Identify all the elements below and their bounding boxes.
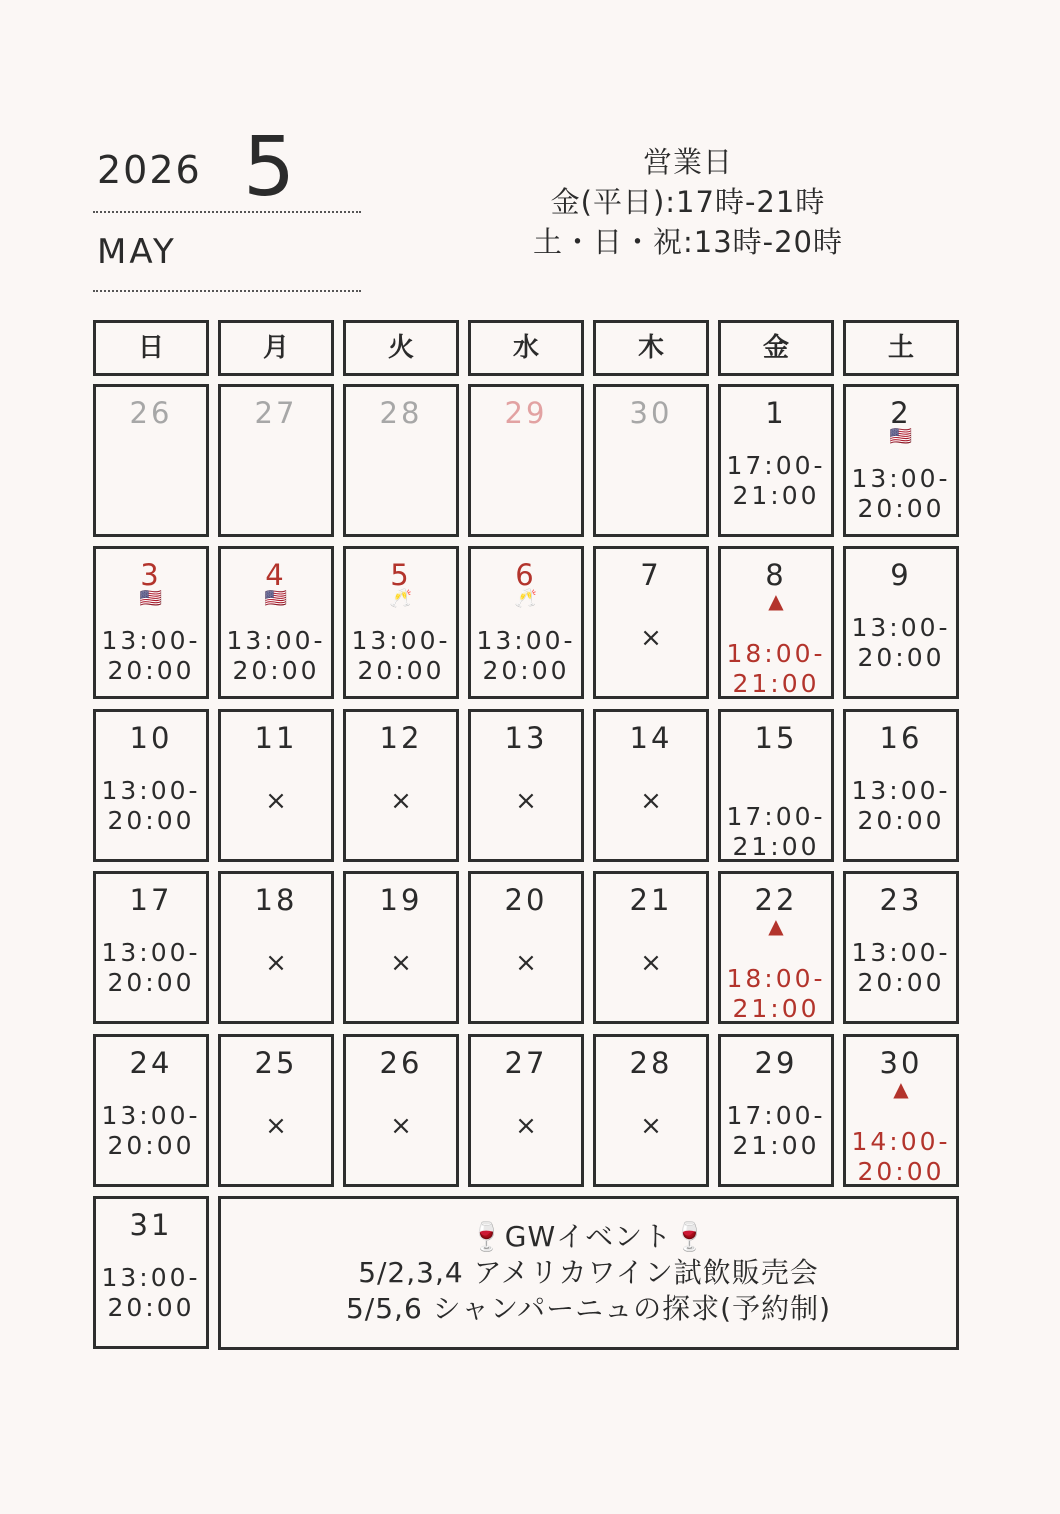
closed-mark: × [515, 1111, 537, 1141]
hours-line: 21:00 [732, 1131, 820, 1160]
day-number: 26 [379, 1046, 423, 1080]
day-number: 2 [890, 396, 912, 430]
day-cell [468, 1034, 584, 1187]
day-number: 31 [129, 1208, 173, 1242]
closed-mark: × [515, 948, 537, 978]
divider [93, 290, 361, 292]
day-cell [93, 871, 209, 1024]
hours-line: 21:00 [732, 669, 820, 698]
day-number: 28 [629, 1046, 673, 1080]
day-cell [468, 384, 584, 537]
hours-text [471, 626, 581, 686]
day-cell [843, 871, 959, 1024]
day-number: 21 [629, 883, 673, 917]
day-number: 3 [140, 558, 162, 592]
hours-line: 20:00 [857, 806, 945, 835]
day-number: 9 [890, 558, 912, 592]
day-cell [593, 1034, 709, 1187]
day-cell [218, 1034, 334, 1187]
day-number: 14 [629, 721, 673, 755]
day-cell [718, 384, 834, 537]
hours-line: 21:00 [732, 832, 820, 861]
day-number: 17 [129, 883, 173, 917]
closed-mark: × [640, 786, 662, 816]
day-number: 27 [504, 1046, 548, 1080]
hours-text [721, 639, 831, 699]
hours-text [96, 626, 206, 686]
day-number: 23 [879, 883, 923, 917]
hours-line: 18:00- [726, 964, 826, 993]
day-cell [718, 1034, 834, 1187]
day-number: 4 [265, 558, 287, 592]
closed-mark: × [390, 786, 412, 816]
day-cell [593, 871, 709, 1024]
hours-line: 13:00- [101, 938, 201, 967]
us-flag-icon: 🇺🇸 [889, 426, 913, 447]
divider [93, 211, 361, 213]
day-number: 12 [379, 721, 423, 755]
champagne-glasses-icon: 🥂 [514, 588, 538, 609]
closed-mark: × [390, 948, 412, 978]
gw-event-box [218, 1196, 959, 1350]
warning-triangle-icon: ▲ [893, 1077, 909, 1101]
day-cell [343, 871, 459, 1024]
day-number: 25 [254, 1046, 298, 1080]
day-cell [843, 546, 959, 699]
hours-text [721, 802, 831, 862]
day-cell [593, 709, 709, 862]
hours-line: 14:00- [851, 1127, 951, 1156]
day-number: 18 [254, 883, 298, 917]
year: 2026 [97, 148, 202, 192]
us-flag-icon: 🇺🇸 [264, 588, 288, 609]
day-number: 27 [254, 396, 298, 430]
hours-line: 20:00 [482, 656, 570, 685]
hours-line: 20:00 [107, 806, 195, 835]
day-cell [468, 871, 584, 1024]
hours-text [846, 464, 956, 524]
day-cell [93, 1196, 209, 1349]
hours-text [846, 613, 956, 673]
hours-text [96, 938, 206, 998]
day-cell [218, 709, 334, 862]
day-cell [218, 546, 334, 699]
day-cell [718, 546, 834, 699]
warning-triangle-icon: ▲ [768, 914, 784, 938]
weekday-header: 水 [468, 320, 584, 376]
day-number: 24 [129, 1046, 173, 1080]
hours-text [846, 1127, 956, 1187]
day-cell [343, 546, 459, 699]
day-cell [718, 709, 834, 862]
day-number: 13 [504, 721, 548, 755]
business-hours [500, 142, 876, 262]
day-number: 15 [754, 721, 798, 755]
month-name: MAY [97, 232, 177, 272]
hours-text [96, 1101, 206, 1161]
day-cell [593, 546, 709, 699]
day-cell [93, 1034, 209, 1187]
day-number: 28 [379, 396, 423, 430]
hours-text [721, 1101, 831, 1161]
hours-line: 13:00- [476, 626, 576, 655]
hours-text [721, 964, 831, 1024]
business-hours-weekday: 金(平日):17時-21時 [550, 185, 826, 219]
month-number: 5 [243, 120, 296, 215]
business-hours-weekend: 土・日・祝:13時-20時 [532, 225, 844, 259]
day-number: 11 [254, 721, 298, 755]
day-number: 8 [765, 558, 787, 592]
hours-text [721, 451, 831, 511]
hours-line: 20:00 [857, 968, 945, 997]
day-number: 6 [515, 558, 537, 592]
day-cell [843, 1034, 959, 1187]
day-cell [93, 384, 209, 537]
closed-mark: × [265, 786, 287, 816]
hours-text [846, 938, 956, 998]
day-number: 19 [379, 883, 423, 917]
day-number: 26 [129, 396, 173, 430]
day-cell [468, 709, 584, 862]
hours-line: 17:00- [726, 802, 826, 831]
day-number: 30 [879, 1046, 923, 1080]
day-number: 16 [879, 721, 923, 755]
day-cell [218, 871, 334, 1024]
hours-line: 13:00- [101, 626, 201, 655]
hours-text [96, 1263, 206, 1323]
event-line: 5/5,6 シャンパーニュの探求(予約制) [345, 1292, 831, 1325]
hours-line: 20:00 [107, 968, 195, 997]
champagne-glasses-icon: 🥂 [389, 588, 413, 609]
weekday-header: 月 [218, 320, 334, 376]
hours-line: 13:00- [101, 1263, 201, 1292]
weekday-header: 日 [93, 320, 209, 376]
hours-line: 20:00 [357, 656, 445, 685]
weekday-header: 木 [593, 320, 709, 376]
closed-mark: × [640, 623, 662, 653]
day-cell [343, 709, 459, 862]
warning-triangle-icon: ▲ [768, 589, 784, 613]
day-cell [93, 546, 209, 699]
day-cell [843, 709, 959, 862]
weekday-header: 金 [718, 320, 834, 376]
day-number: 29 [504, 396, 548, 430]
hours-line: 13:00- [851, 613, 951, 642]
hours-text [346, 626, 456, 686]
day-number: 1 [765, 396, 787, 430]
hours-line: 13:00- [101, 1101, 201, 1130]
hours-line: 17:00- [726, 451, 826, 480]
hours-line: 21:00 [732, 481, 820, 510]
closed-mark: × [515, 786, 537, 816]
day-number: 29 [754, 1046, 798, 1080]
day-cell [843, 384, 959, 537]
closed-mark: × [640, 1111, 662, 1141]
hours-line: 20:00 [857, 494, 945, 523]
day-cell [468, 546, 584, 699]
closed-mark: × [265, 948, 287, 978]
day-cell [93, 709, 209, 862]
hours-line: 13:00- [351, 626, 451, 655]
hours-line: 13:00- [851, 464, 951, 493]
day-cell [218, 384, 334, 537]
business-hours-title: 営業日 [642, 145, 733, 179]
day-number: 30 [629, 396, 673, 430]
weekday-header: 火 [343, 320, 459, 376]
closed-mark: × [640, 948, 662, 978]
day-number: 22 [754, 883, 798, 917]
hours-line: 13:00- [851, 938, 951, 967]
hours-line: 13:00- [851, 776, 951, 805]
hours-line: 17:00- [726, 1101, 826, 1130]
hours-text [221, 626, 331, 686]
day-cell [593, 384, 709, 537]
hours-line: 13:00- [226, 626, 326, 655]
hours-line: 20:00 [857, 1157, 945, 1186]
us-flag-icon: 🇺🇸 [139, 588, 163, 609]
day-cell [343, 384, 459, 537]
closed-mark: × [390, 1111, 412, 1141]
hours-line: 20:00 [232, 656, 320, 685]
day-number: 20 [504, 883, 548, 917]
day-cell [718, 871, 834, 1024]
day-number: 10 [129, 721, 173, 755]
hours-line: 20:00 [107, 656, 195, 685]
hours-line: 20:00 [107, 1293, 195, 1322]
hours-text [96, 776, 206, 836]
day-number: 5 [390, 558, 412, 592]
day-cell [343, 1034, 459, 1187]
event-title: 🍷GWイベント🍷 [468, 1220, 709, 1253]
weekday-header: 土 [843, 320, 959, 376]
hours-line: 20:00 [857, 643, 945, 672]
hours-line: 18:00- [726, 639, 826, 668]
hours-line: 13:00- [101, 776, 201, 805]
day-number: 7 [640, 558, 662, 592]
event-line: 5/2,3,4 アメリカワイン試飲販売会 [358, 1256, 819, 1289]
hours-line: 21:00 [732, 994, 820, 1023]
closed-mark: × [265, 1111, 287, 1141]
hours-text [846, 776, 956, 836]
hours-line: 20:00 [107, 1131, 195, 1160]
